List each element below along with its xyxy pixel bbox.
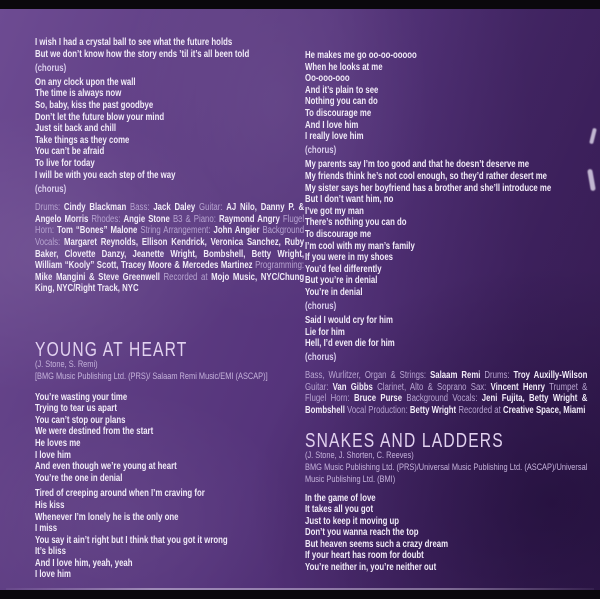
credit-value: Betty Wright <box>409 404 459 416</box>
credit-value: AJ Nilo, Danny P. & Angelo Morris <box>35 202 305 225</box>
credit-label: B3 & Piano: <box>172 213 219 225</box>
scan-artifact <box>589 128 597 144</box>
credit-value: Raymond Angry <box>218 213 283 225</box>
credits-block-young-at-heart <box>305 370 587 416</box>
credit-value: Cindy Blackman <box>63 202 131 214</box>
chorus-label: (chorus) <box>305 145 337 157</box>
credit-value: Mike Mangini & Steve Greenwell <box>35 271 164 283</box>
lyric-line: My parents say I’m too good and that he doesn’t deserve me <box>305 159 530 171</box>
lyric-line: My friends think he’s not cool enough, so they’d rather desert me <box>305 170 547 182</box>
credit-label: Recorded at <box>458 404 503 416</box>
lyric-line: I really love him <box>305 131 364 143</box>
lyrics-stanza-verse1 <box>35 392 304 485</box>
lyric-line: My sister says her boyfriend has a brother and she’ll introduce me <box>305 182 552 194</box>
lyrics-stanza-intro <box>35 37 304 60</box>
lyric-line: I’m cool with my man’s family <box>305 240 415 252</box>
songwriters-line: (J. Stone, J. Shorten, C. Reeves) <box>305 450 414 462</box>
lyrics-stanza-verse2 <box>305 159 587 298</box>
credit-label: Background Vocals: <box>35 225 305 248</box>
credit-label: Bass, Wurlitzer, Organ & Strings: <box>305 369 431 381</box>
page-edge-highlight <box>6 588 594 590</box>
lyric-line: I love him <box>35 569 71 581</box>
credit-value: Vincent Henry <box>490 381 550 393</box>
lyric-line: You’re neither in, you’re neither out <box>305 562 437 574</box>
lyrics-stanza-verse1 <box>305 50 587 143</box>
chorus-label: (chorus) <box>35 62 67 74</box>
lyric-line: Said I would cry for him <box>305 315 393 327</box>
lyric-line: But I don’t want him, no <box>305 194 394 206</box>
lyric-line: Trying to tear us apart <box>35 403 117 415</box>
lyric-line: You say it ain’t right but I think that you got it wrong <box>35 534 228 546</box>
lyric-line: Just to keep it moving up <box>305 515 400 527</box>
chorus-label: (chorus) <box>35 183 67 195</box>
lyric-line: But heaven seems such a crazy dream <box>305 538 449 550</box>
top-black-band <box>0 0 600 9</box>
publishing-line: [BMG Music Publishing Ltd. (PRS)/ Salaam Remi Music/EMI (ASCAP)] <box>35 370 268 382</box>
lyric-line: If your heart has room for doubt <box>305 550 424 562</box>
credit-label: String Arrangement: <box>140 225 214 237</box>
lyric-line: His kiss <box>35 499 65 511</box>
chorus-label: (chorus) <box>305 352 337 364</box>
lyric-line: Lie for him <box>305 326 345 338</box>
lyric-line: And I love him, yeah, yeah <box>35 557 133 569</box>
credit-label: Trumpet & Flugel Horn: <box>305 381 588 405</box>
lyric-line: And even though we’re young at heart <box>35 461 177 473</box>
credit-label: Drums: <box>35 202 64 214</box>
lyric-line: Take things as they come <box>35 134 130 146</box>
lyric-line: When he looks at me <box>305 61 383 73</box>
credit-label: Background Vocals: <box>406 393 482 405</box>
credit-value: Jeni Fujita, Betty Wright & Bombshell <box>305 393 588 416</box>
chorus-label: (chorus) <box>305 300 337 312</box>
lyrics-stanza-verse <box>35 77 304 181</box>
credit-value: Van Gibbs <box>332 381 378 393</box>
lyric-line: So, baby, kiss the past goodbye <box>35 99 154 111</box>
lyric-line: It’s bliss <box>35 546 66 558</box>
lyric-line: Just sit back and chill <box>35 123 117 135</box>
right-column <box>305 50 587 574</box>
lyric-line: You’d feel differently <box>305 263 382 275</box>
lyric-line: Don’t you wanna reach the top <box>305 527 419 539</box>
credit-value: Margaret Reynolds, Ellison Kendrick, Veronica Sanchez, Ruby Baker, Clovette Danzy, Jeanette Wright, Bombshell, Betty Wright, William “Kooly” Scott, Tracey Moore & Mercedes Martinez <box>35 237 305 272</box>
lyric-line: Hell, I’d even die for him <box>305 338 395 350</box>
lyric-line: You’re wasting your time <box>35 391 128 403</box>
lyrics-stanza-verse <box>305 493 587 574</box>
lyric-line: You can’t stop our plans <box>35 414 126 426</box>
left-column <box>35 37 304 581</box>
lyric-line: On any clock upon the wall <box>35 76 136 88</box>
credit-label: Flugel Horn: <box>35 213 305 237</box>
credit-label: Recorded at <box>163 271 212 283</box>
credit-value: Mojo Music, NYC/Chung King, NYC/Right Track, NYC <box>35 271 305 295</box>
lyric-line: I love him <box>35 449 71 461</box>
lyric-line: But we don’t know how the story ends ’til it’s all been told <box>35 48 250 60</box>
scan-artifact <box>587 169 596 192</box>
lyric-line: Oo-ooo-ooo <box>305 73 350 85</box>
lyric-line: To discourage me <box>305 107 372 119</box>
lyric-line: We were destined from the start <box>35 426 154 438</box>
credit-label: Clarinet, Alto & Soprano Sax: <box>377 381 491 393</box>
bottom-black-band <box>0 590 600 599</box>
lyric-line: If you were in my shoes <box>305 252 393 264</box>
publishing-line: BMG Music Publishing Ltd. (PRS)/Universal Music Publishing Ltd. (ASCAP)/Universal Music Publishing Ltd. (BMI) <box>305 462 588 485</box>
credit-label: Guitar: <box>305 381 333 393</box>
lyric-line: It takes all you got <box>305 504 374 516</box>
lyric-line: Whenever I’m lonely he is the only one <box>35 511 179 523</box>
lyric-line: He makes me go oo-oo-ooooo <box>305 50 417 61</box>
lyric-line: To discourage me <box>305 228 372 240</box>
credit-label: Vocal Production: <box>347 404 410 416</box>
lyric-line: Tired of creeping around when I’m craving for <box>35 488 205 500</box>
lyric-line: To live for today <box>35 157 95 169</box>
credit-value: Bruce Purse <box>353 393 407 405</box>
credit-label: Bass: <box>130 202 154 214</box>
lyric-line: You’re the one in denial <box>35 472 123 484</box>
lyric-line: I will be with you each step of the way <box>35 169 176 181</box>
lyric-line: Nothing you can do <box>305 96 378 108</box>
credit-value: Troy Auxilly-Wilson <box>513 369 588 381</box>
lyric-line: And I love him <box>305 119 359 131</box>
credit-label: Programming: <box>255 260 305 272</box>
credit-value: Creative Space, Miami <box>502 404 586 416</box>
lyric-line: There’s nothing you can do <box>305 217 407 229</box>
lyric-line: In the game of love <box>305 492 376 504</box>
credit-label: Rhodes: <box>91 213 124 225</box>
lyric-line: I miss <box>35 523 58 535</box>
credit-value: Tom “Bones” Malone <box>57 225 141 237</box>
songwriters-line: (J. Stone, S. Remi) <box>35 358 98 370</box>
credit-value: Angie Stone <box>123 213 173 225</box>
booklet-background <box>0 9 600 590</box>
lyric-line: You can’t be afraid <box>35 146 105 158</box>
song-title-young-at-heart: YOUNG AT HEART <box>35 338 188 361</box>
lyric-line: I wish I had a crystal ball to see what the future holds <box>35 37 233 48</box>
lyric-line: I’ve got my man <box>305 205 364 217</box>
lyric-line: You’re in denial <box>305 286 363 298</box>
lyric-line: He loves me <box>35 437 81 449</box>
lyric-line: But you’re in denial <box>305 275 378 287</box>
song-title-snakes-and-ladders: SNAKES AND LADDERS <box>305 430 504 453</box>
lyric-line: Don’t let the future blow your mind <box>35 111 165 123</box>
credit-value: Salaam Remi <box>430 369 485 381</box>
credit-label: Guitar: <box>199 202 227 214</box>
credit-label: Drums: <box>484 369 514 381</box>
lyrics-stanza-verse2 <box>35 488 304 581</box>
credit-value: Jack Daley <box>153 202 200 214</box>
lyric-line: The time is always now <box>35 88 122 100</box>
credit-value: John Angier <box>213 225 263 237</box>
lyrics-stanza-verse3 <box>305 315 587 350</box>
lyric-line: And it’s plain to see <box>305 84 379 96</box>
credits-block-denial <box>35 202 304 295</box>
